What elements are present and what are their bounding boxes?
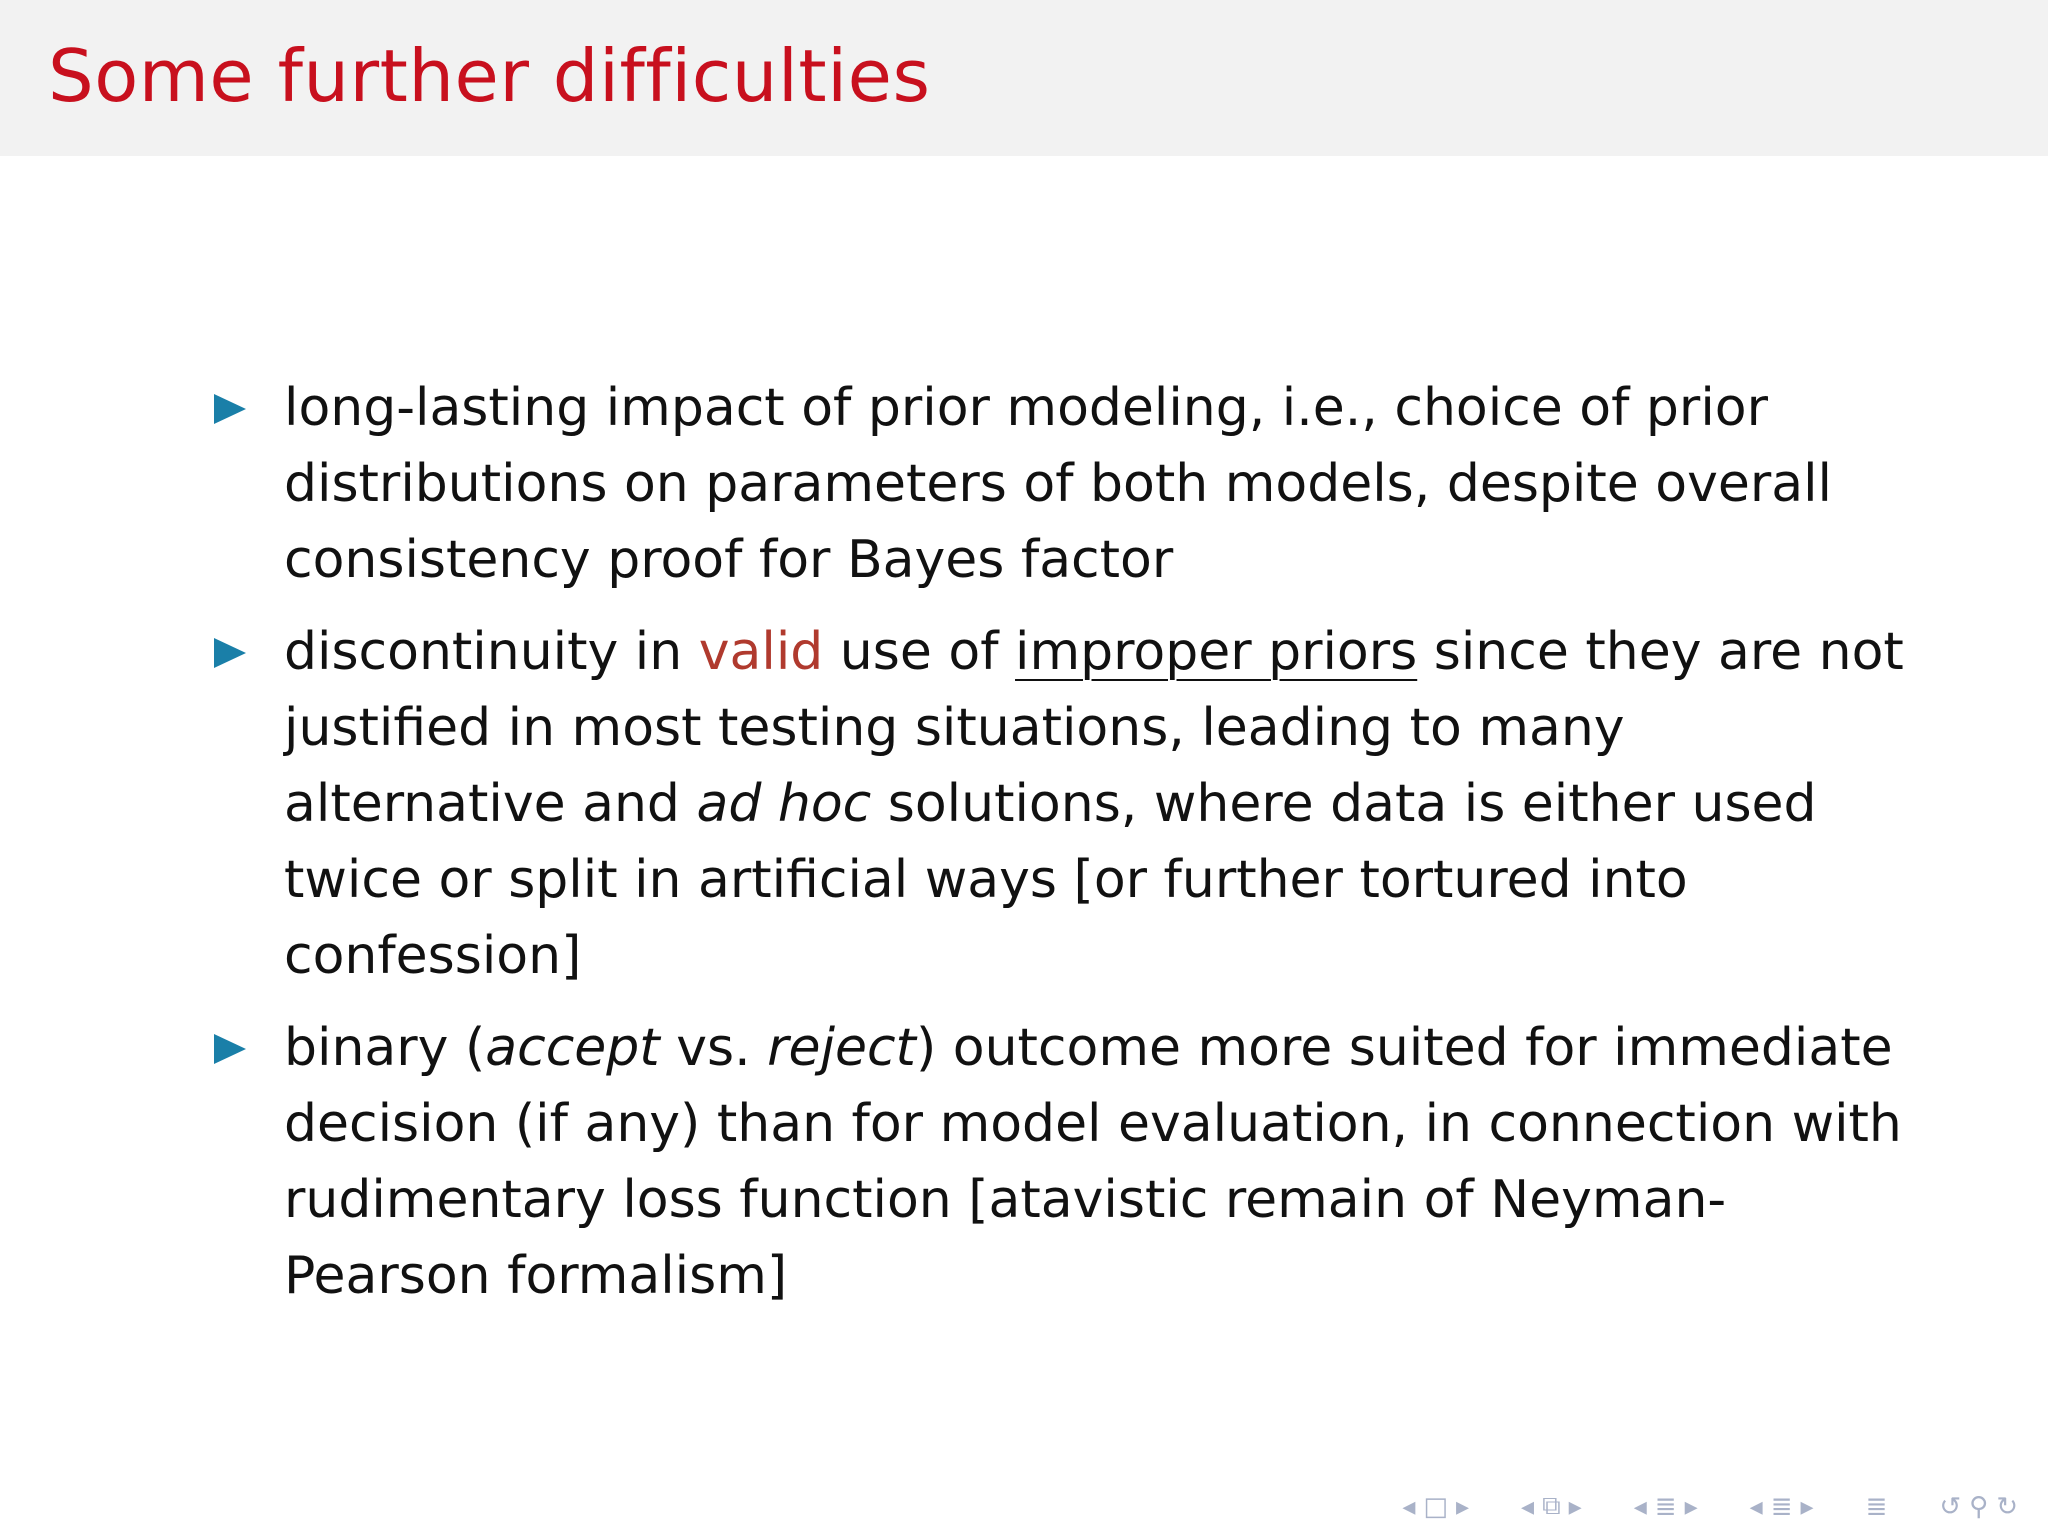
item-text-part: since they are not justified in most testing situations, leading to many alternative and	[284, 622, 1904, 834]
section-icon[interactable]: ≣	[1654, 1491, 1677, 1522]
redo-icon[interactable]: ↻	[1996, 1491, 2018, 1522]
bullet-list	[214, 370, 1914, 1330]
slide-header	[0, 0, 2048, 156]
italic-word: accept	[485, 1018, 660, 1078]
search-icon[interactable]: ⚲	[1969, 1491, 1989, 1522]
italic-phrase: ad hoc	[696, 774, 872, 834]
underlined-phrase: improper priors	[1015, 622, 1418, 682]
frame-icon[interactable]: □	[1423, 1491, 1448, 1522]
appendix-icon[interactable]: ≣	[1865, 1491, 1888, 1522]
item-text-part: vs.	[659, 1018, 768, 1078]
subsection-icon[interactable]: ⧉	[1542, 1491, 1561, 1521]
list-item	[214, 370, 1914, 598]
highlighted-word: valid	[698, 622, 824, 682]
nav-left-arrow-icon[interactable]: ◂	[1633, 1491, 1647, 1522]
section-icon[interactable]: ≣	[1770, 1491, 1793, 1522]
item-text-part: binary (	[284, 1018, 486, 1078]
beamer-navigation-bar	[1402, 1491, 2018, 1522]
italic-word: reject	[767, 1018, 916, 1078]
slide-title: Some further difficulties	[48, 34, 931, 118]
item-text: long-lasting impact of prior modeling, i.e., choice of prior distributions on parameters of both models, despite overall consistency proof for Bayes factor	[284, 378, 1832, 590]
undo-icon[interactable]: ↺	[1939, 1491, 1962, 1522]
item-text-part: solutions, where data is either used twice or split in artificial ways [or further tortured into confession]	[284, 774, 1817, 986]
nav-left-arrow-icon[interactable]: ◂	[1749, 1491, 1763, 1522]
triangle-bullet-icon	[214, 394, 246, 424]
triangle-bullet-icon	[214, 638, 246, 668]
list-item	[214, 614, 1914, 994]
nav-left-arrow-icon[interactable]: ◂	[1521, 1491, 1535, 1522]
list-item	[214, 1010, 1914, 1314]
nav-right-arrow-icon[interactable]: ▸	[1800, 1491, 1814, 1522]
nav-left-arrow-icon[interactable]: ◂	[1402, 1491, 1416, 1522]
item-text-part: ) outcome more suited for immediate decision (if any) than for model evaluation, in connection with rudimentary loss function [atavistic remain of Neyman-Pearson formalism]	[284, 1018, 1902, 1306]
nav-right-arrow-icon[interactable]: ▸	[1568, 1491, 1582, 1522]
item-text-part: use of	[823, 622, 1016, 682]
nav-right-arrow-icon[interactable]: ▸	[1684, 1491, 1698, 1522]
nav-right-arrow-icon[interactable]: ▸	[1455, 1491, 1470, 1522]
triangle-bullet-icon	[214, 1034, 246, 1064]
item-text-part: discontinuity in	[284, 622, 699, 682]
